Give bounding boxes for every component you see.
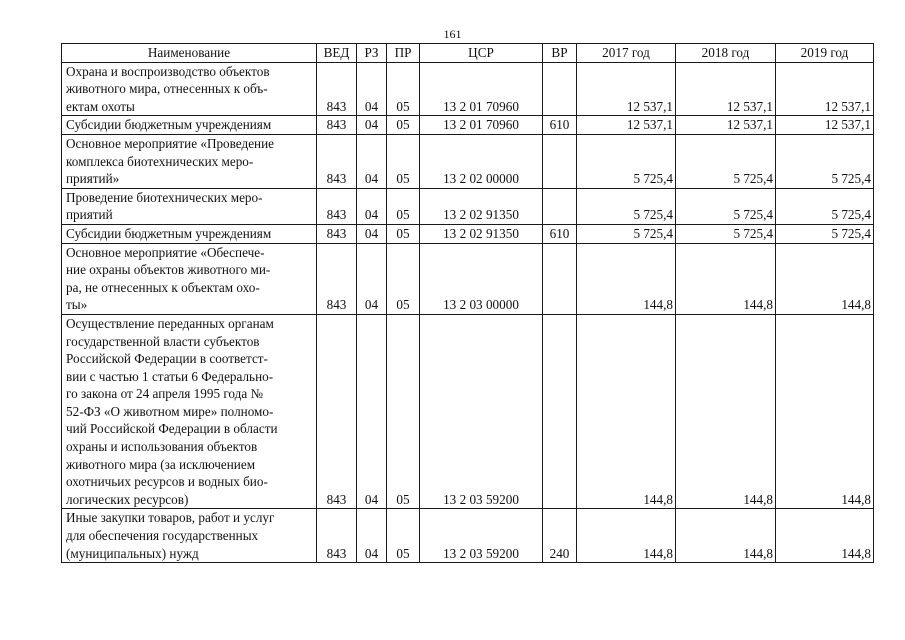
table-row	[62, 62, 874, 116]
cell-2019: 144,8	[776, 243, 874, 314]
cell-rz: 04	[357, 243, 387, 314]
row-name-line: государственной власти субъектов	[66, 333, 260, 349]
cell-2019: 5 725,4	[776, 188, 874, 224]
cell-2019: 12 537,1	[776, 62, 874, 116]
cell-2018: 144,8	[676, 314, 776, 509]
table-row	[62, 224, 874, 243]
row-name-line: Субсидии бюджетным учреждениям	[66, 225, 272, 241]
cell-rz: 04	[357, 188, 387, 224]
row-name-line: ние охраны объектов животного ми-	[66, 262, 271, 278]
cell-2018: 12 537,1	[676, 62, 776, 116]
cell-2018: 144,8	[676, 509, 776, 563]
cell-pr: 05	[387, 224, 420, 243]
row-name-line: приятий»	[66, 171, 120, 187]
cell-pr: 05	[387, 134, 420, 188]
cell-vr	[543, 62, 577, 116]
header-2017: 2017 год	[577, 44, 676, 63]
header-2019: 2019 год	[776, 44, 874, 63]
cell-ved: 843	[317, 509, 357, 563]
cell-2019: 5 725,4	[776, 134, 874, 188]
row-name-line: Субсидии бюджетным учреждениям	[66, 117, 272, 133]
row-name	[62, 509, 317, 563]
cell-ved: 843	[317, 62, 357, 116]
cell-pr: 05	[387, 188, 420, 224]
row-name-line: вии с частью 1 статьи 6 Федерально-	[66, 368, 274, 384]
cell-ved: 843	[317, 224, 357, 243]
table-row	[62, 243, 874, 314]
header-row	[62, 44, 874, 63]
cell-rz: 04	[357, 116, 387, 135]
cell-csr: 13 2 03 00000	[420, 243, 543, 314]
row-name-line: Российской Федерации в соответст-	[66, 351, 268, 367]
row-name	[62, 314, 317, 509]
row-name-line: логических ресурсов)	[66, 491, 189, 507]
cell-rz: 04	[357, 314, 387, 509]
cell-2018: 5 725,4	[676, 224, 776, 243]
cell-2018: 5 725,4	[676, 134, 776, 188]
cell-csr: 13 2 03 59200	[420, 509, 543, 563]
row-name-line: (муниципальных) нужд	[66, 545, 199, 561]
row-name-line: приятий	[66, 207, 113, 223]
row-name-line: Иные закупки товаров, работ и услуг	[66, 510, 275, 526]
header-csr: ЦСР	[420, 44, 543, 63]
cell-vr: 610	[543, 116, 577, 135]
cell-pr: 05	[387, 116, 420, 135]
budget-table	[61, 43, 874, 563]
row-name-line: ектам охоты	[66, 98, 135, 114]
cell-csr: 13 2 02 91350	[420, 188, 543, 224]
row-name-line: ты»	[66, 297, 88, 313]
row-name-line: охраны и использования объектов	[66, 439, 258, 455]
row-name-line: 52-ФЗ «О животном мире» полномо-	[66, 403, 274, 419]
cell-vr: 240	[543, 509, 577, 563]
cell-2018: 144,8	[676, 243, 776, 314]
cell-2017: 12 537,1	[577, 62, 676, 116]
cell-ved: 843	[317, 188, 357, 224]
row-name-line: комплекса биотехнических меро-	[66, 153, 254, 169]
row-name-line: для обеспечения государственных	[66, 528, 259, 544]
cell-2017: 5 725,4	[577, 134, 676, 188]
row-name-line: Охрана и воспроизводство объектов	[66, 63, 270, 79]
cell-rz: 04	[357, 509, 387, 563]
cell-csr: 13 2 01 70960	[420, 62, 543, 116]
row-name-line: животного мира (за исключением	[66, 456, 256, 472]
table-row	[62, 509, 874, 563]
cell-pr: 05	[387, 314, 420, 509]
cell-2017: 5 725,4	[577, 224, 676, 243]
row-name	[62, 134, 317, 188]
cell-pr: 05	[387, 243, 420, 314]
cell-2017: 144,8	[577, 243, 676, 314]
row-name-line: го закона от 24 апреля 1995 года №	[66, 386, 264, 402]
row-name	[62, 243, 317, 314]
cell-2019: 12 537,1	[776, 116, 874, 135]
row-name	[62, 188, 317, 224]
row-name-line: чий Российской Федерации в области	[66, 421, 278, 437]
cell-2019: 5 725,4	[776, 224, 874, 243]
row-name	[62, 62, 317, 116]
row-name-line: животного мира, отнесенных к объ-	[66, 81, 268, 97]
row-name	[62, 224, 317, 243]
row-name	[62, 116, 317, 135]
cell-rz: 04	[357, 134, 387, 188]
cell-vr	[543, 314, 577, 509]
cell-pr: 05	[387, 509, 420, 563]
cell-vr: 610	[543, 224, 577, 243]
cell-2018: 12 537,1	[676, 116, 776, 135]
cell-2017: 12 537,1	[577, 116, 676, 135]
table-row	[62, 116, 874, 135]
header-name: Наименование	[62, 44, 317, 63]
cell-2017: 144,8	[577, 509, 676, 563]
cell-vr	[543, 243, 577, 314]
table-row	[62, 134, 874, 188]
cell-ved: 843	[317, 134, 357, 188]
row-name-line: охотничьих ресурсов и водных био-	[66, 474, 268, 490]
cell-2019: 144,8	[776, 509, 874, 563]
row-name-line: Основное мероприятие «Проведение	[66, 135, 275, 151]
cell-csr: 13 2 02 00000	[420, 134, 543, 188]
cell-csr: 13 2 01 70960	[420, 116, 543, 135]
cell-vr	[543, 188, 577, 224]
header-rz: РЗ	[357, 44, 387, 63]
cell-csr: 13 2 02 91350	[420, 224, 543, 243]
cell-ved: 843	[317, 314, 357, 509]
header-pr: ПР	[387, 44, 420, 63]
cell-rz: 04	[357, 224, 387, 243]
header-vr: ВР	[543, 44, 577, 63]
cell-2019: 144,8	[776, 314, 874, 509]
row-name-line: Основное мероприятие «Обеспече-	[66, 244, 265, 260]
cell-2017: 144,8	[577, 314, 676, 509]
row-name-line: Осуществление переданных органам	[66, 315, 274, 331]
cell-2018: 5 725,4	[676, 188, 776, 224]
header-ved: ВЕД	[317, 44, 357, 63]
page-number: 161	[443, 27, 462, 41]
cell-csr: 13 2 03 59200	[420, 314, 543, 509]
table-row	[62, 314, 874, 509]
row-name-line: Проведение биотехнических меро-	[66, 189, 263, 205]
header-2018: 2018 год	[676, 44, 776, 63]
cell-2017: 5 725,4	[577, 188, 676, 224]
table-row	[62, 188, 874, 224]
cell-ved: 843	[317, 116, 357, 135]
row-name-line: ра, не отнесенных к объектам охо-	[66, 279, 260, 295]
cell-ved: 843	[317, 243, 357, 314]
cell-vr	[543, 134, 577, 188]
cell-rz: 04	[357, 62, 387, 116]
cell-pr: 05	[387, 62, 420, 116]
